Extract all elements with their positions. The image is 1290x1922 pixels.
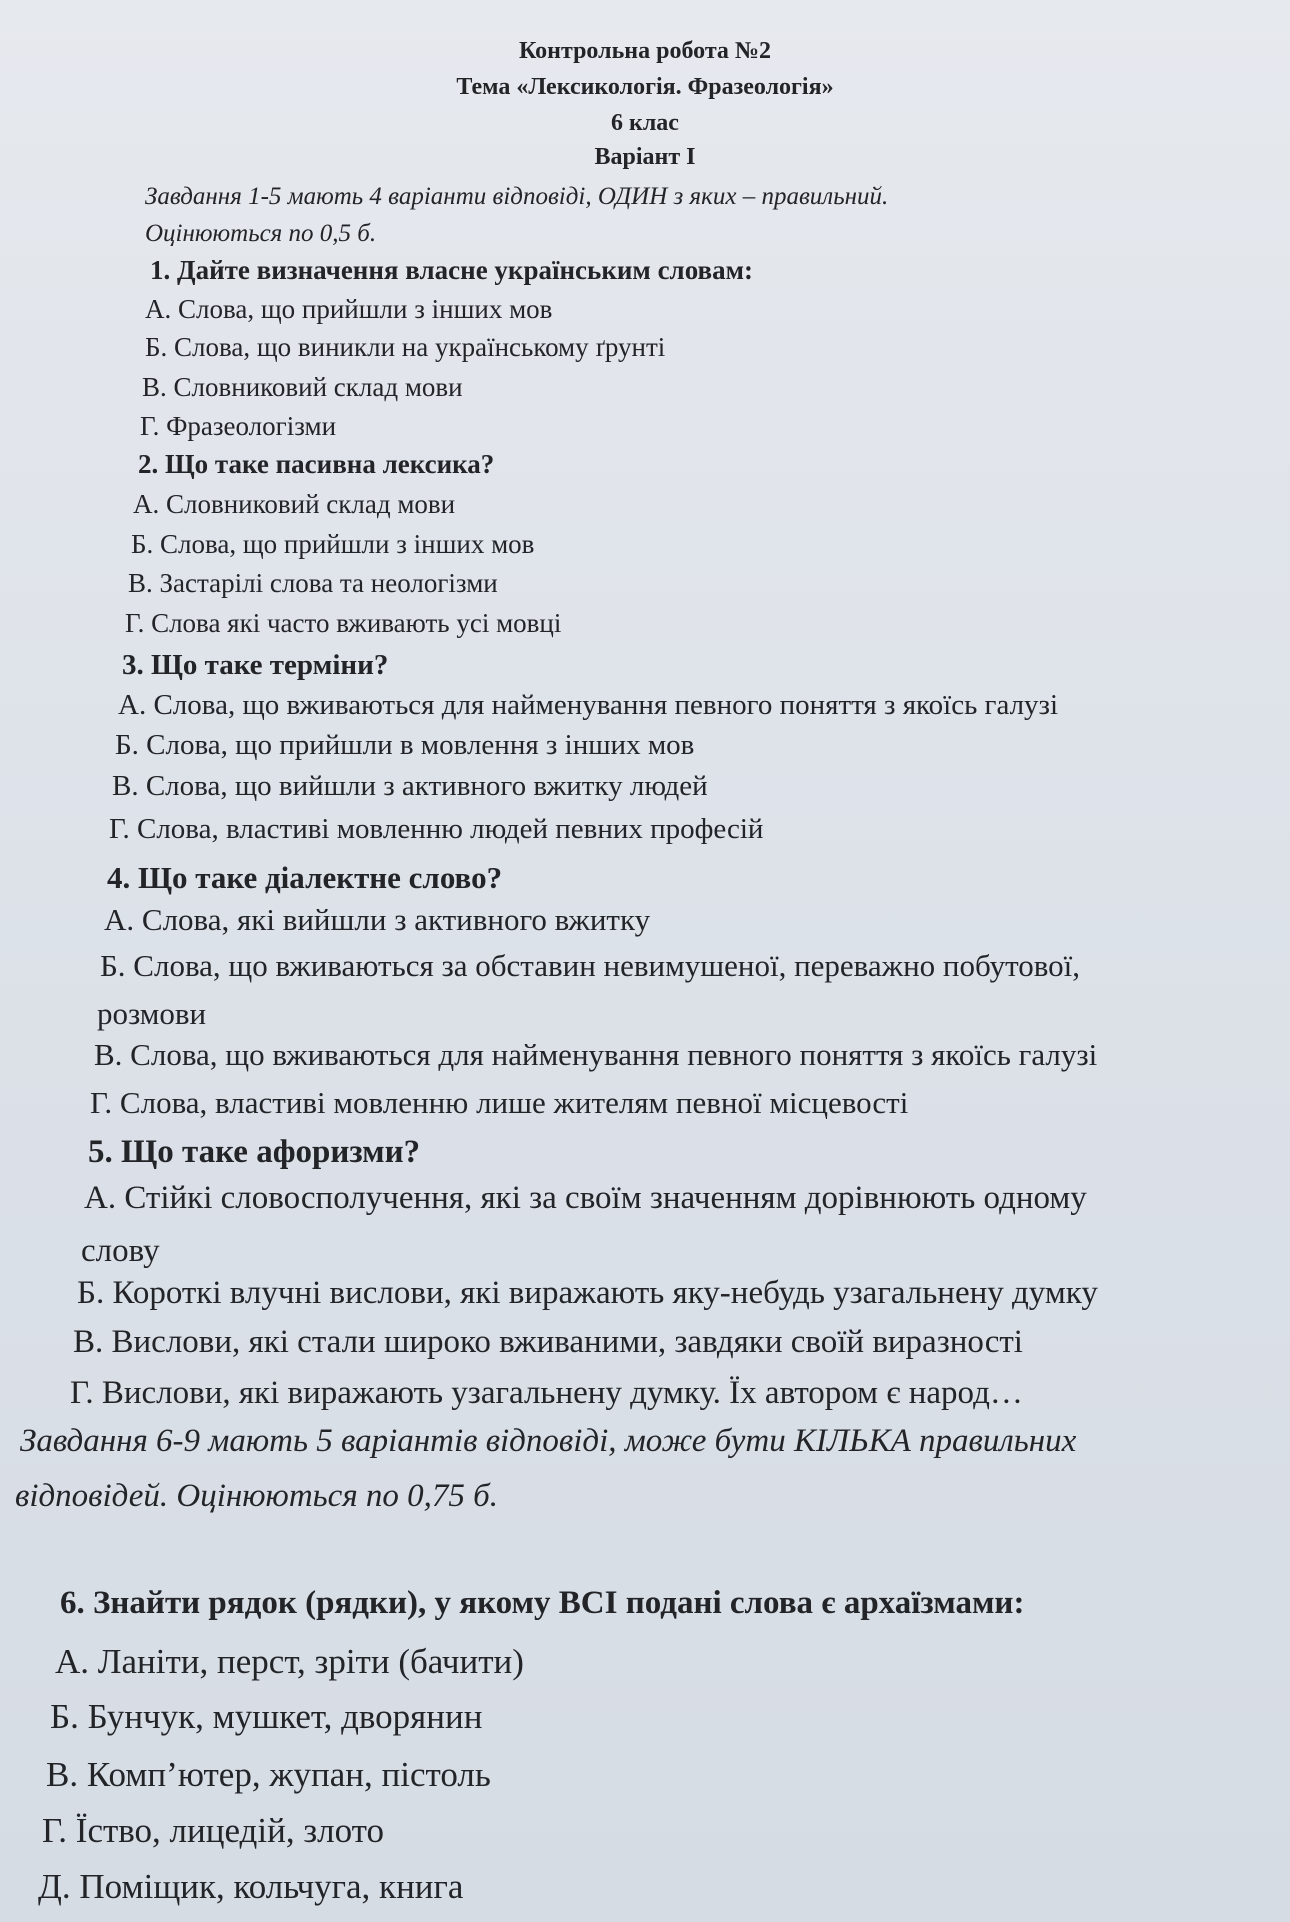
instruction-2-line2: відповідей. Оцінюються по 0,75 б. <box>15 1478 499 1514</box>
doc-variant: Варіант І <box>594 144 696 170</box>
instruction-2-line1: Завдання 6-9 мають 5 варіантів відповіді, може бути КІЛЬКА правильних <box>20 1423 1077 1459</box>
question-4-option-d: Г. Слова, властиві мовленню лише жителям певної місцевості <box>90 1085 909 1120</box>
question-6-option-d: Г. Їство, лицедій, злото <box>42 1811 384 1850</box>
question-1-option-b: Б. Слова, що виникли на українському ґрунті <box>145 332 666 362</box>
question-5-title: 5. Що таке афоризми? <box>88 1134 421 1170</box>
doc-grade: 6 клас <box>611 110 679 136</box>
question-1-option-c: В. Словниковий склад мови <box>142 372 463 402</box>
question-6-title: 6. Знайти рядок (рядки), у якому ВСІ подані слова є архаїзмами: <box>60 1585 1025 1621</box>
question-1-title: 1. Дайте визначення власне українським словам: <box>150 255 753 285</box>
question-1-option-a: А. Слова, що прийшли з інших мов <box>145 294 553 324</box>
question-3-option-a: А. Слова, що вживаються для найменування певного поняття з якоїсь галузі <box>118 689 1059 721</box>
question-4-option-b-cont: розмови <box>97 996 207 1031</box>
question-4-option-c: В. Слова, що вживаються для найменування певного поняття з якоїсь галузі <box>94 1037 1098 1072</box>
question-6-option-e: Д. Поміщик, кольчуга, книга <box>38 1867 464 1906</box>
question-2-title: 2. Що таке пасивна лексика? <box>138 449 495 479</box>
question-5-option-b: Б. Короткі влучні вислови, які виражають яку-небудь узагальнену думку <box>77 1275 1098 1311</box>
doc-topic: Тема «Лексикологія. Фразеологія» <box>456 74 834 100</box>
question-3-option-d: Г. Слова, властиві мовленню людей певних професій <box>109 813 764 845</box>
question-3-option-b: Б. Слова, що прийшли в мовлення з інших мов <box>115 729 695 761</box>
question-2-option-b: Б. Слова, що прийшли з інших мов <box>131 529 535 559</box>
question-2-option-a: А. Словниковий склад мови <box>133 489 456 519</box>
question-5-option-a-cont: слову <box>81 1233 160 1269</box>
doc-title: Контрольна робота №2 <box>518 38 772 64</box>
question-5-option-a: А. Стійкі словосполучення, які за своїм значенням дорівнюють одному <box>84 1180 1087 1216</box>
question-6-option-a: А. Ланіти, перст, зріти (бачити) <box>55 1642 524 1681</box>
question-5-option-d: Г. Вислови, які виражають узагальнену думку. Їх автором є народ… <box>70 1375 1023 1411</box>
question-1-option-d: Г. Фразеологізми <box>140 411 337 441</box>
question-3-title: 3. Що таке терміни? <box>122 649 389 681</box>
instruction-1-line2: Оцінюються по 0,5 б. <box>145 220 377 247</box>
question-4-option-b: Б. Слова, що вживаються за обставин невимушеної, переважно побутової, <box>100 948 1081 983</box>
question-4-option-a: А. Слова, які вийшли з активного вжитку <box>104 902 651 937</box>
question-5-option-c: В. Вислови, які стали широко вживаними, завдяки своїй виразності <box>73 1324 1023 1360</box>
question-6-option-b: Б. Бунчук, мушкет, дворянин <box>50 1697 483 1736</box>
question-2-option-c: В. Застарілі слова та неологізми <box>128 568 498 598</box>
question-3-option-c: В. Слова, що вийшли з активного вжитку людей <box>112 770 708 802</box>
question-2-option-d: Г. Слова які часто вживають усі мовці <box>125 608 562 638</box>
question-6-option-c: В. Комп’ютер, жупан, пістоль <box>46 1755 491 1794</box>
question-4-title: 4. Що таке діалектне слово? <box>107 860 503 895</box>
instruction-1-line1: Завдання 1-5 мають 4 варіанти відповіді, ОДИН з яких – правильний. <box>145 183 889 210</box>
